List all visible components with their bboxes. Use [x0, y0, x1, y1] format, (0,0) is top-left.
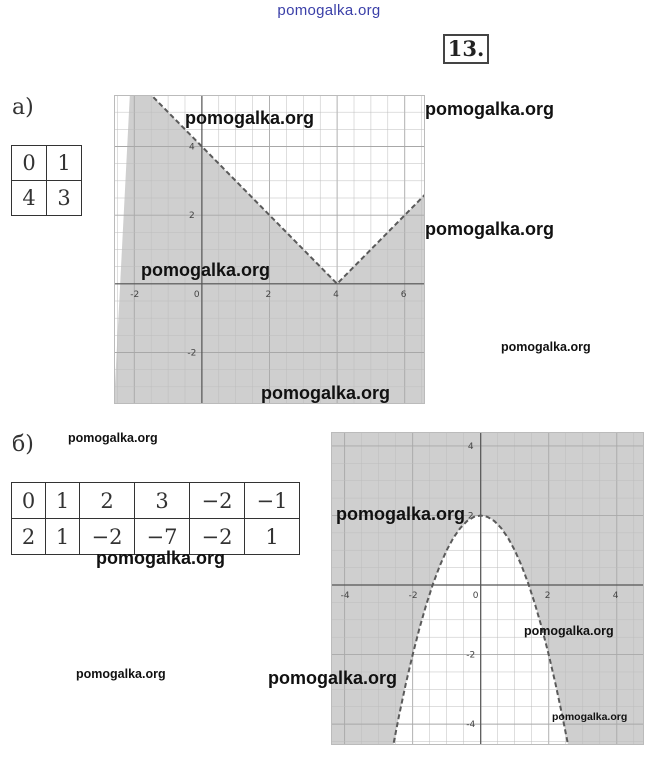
table-cell: −1 — [245, 483, 300, 519]
part-b-graph — [331, 432, 644, 745]
table-cell: 3 — [135, 483, 190, 519]
part-a-label: а) — [12, 95, 34, 120]
watermark: pomogalka.org — [336, 504, 466, 524]
watermark: pomogalka.org — [141, 260, 271, 280]
y-tick-label: -2 — [187, 348, 197, 359]
x-tick-label: 2 — [265, 289, 272, 300]
x-tick-label: -2 — [408, 591, 418, 602]
watermark: pomogalka.org — [261, 383, 391, 403]
x-tick-label: 0 — [193, 289, 200, 300]
watermark: pomogalka.org — [185, 108, 315, 128]
watermark: pomogalka.org — [268, 668, 398, 688]
table-cell: −2 — [80, 519, 135, 555]
table-cell: 1 — [245, 519, 300, 555]
y-tick-label: -2 — [466, 650, 476, 661]
part-b-table — [11, 482, 300, 555]
watermark: pomogalka.org — [425, 99, 555, 119]
x-tick-label: 4 — [333, 289, 339, 300]
table-cell: −2 — [190, 519, 245, 555]
table-cell: 1 — [47, 146, 82, 181]
y-tick-label: 2 — [189, 211, 195, 222]
table-row — [12, 146, 82, 181]
watermark: pomogalka.org — [501, 340, 591, 354]
table-cell: 1 — [46, 519, 80, 555]
part-a-graph — [114, 95, 425, 404]
watermark: pomogalka.org — [524, 624, 614, 638]
table-cell: 2 — [80, 483, 135, 519]
x-tick-label: -2 — [130, 289, 140, 300]
table-cell: −2 — [190, 483, 245, 519]
watermark: pomogalka.org — [552, 711, 628, 723]
y-tick-label: 2 — [467, 511, 474, 522]
x-tick-label: 2 — [544, 591, 551, 602]
table-row — [12, 181, 82, 216]
watermark: pomogalka.org — [76, 667, 166, 681]
table-row — [12, 483, 300, 519]
table-cell: 0 — [12, 146, 47, 181]
x-tick-label: 6 — [400, 289, 407, 300]
table-cell: −7 — [135, 519, 190, 555]
part-b-label: б) — [12, 432, 34, 457]
y-tick-label: -4 — [466, 720, 476, 731]
site-header-link[interactable]: pomogalka.org — [277, 2, 381, 19]
table-cell: 0 — [12, 483, 46, 519]
table-cell: 3 — [47, 181, 82, 216]
problem-number: 13. — [443, 34, 489, 64]
watermark: pomogalka.org — [96, 548, 226, 568]
watermark: pomogalka.org — [425, 219, 555, 239]
y-tick-label: 4 — [467, 441, 474, 452]
x-tick-label: -4 — [340, 591, 350, 602]
x-tick-label: 0 — [472, 591, 479, 602]
table-cell: 2 — [12, 519, 46, 555]
y-tick-label: 4 — [189, 142, 195, 153]
watermark: pomogalka.org — [68, 431, 158, 445]
part-a-table — [11, 145, 82, 216]
x-tick-label: 4 — [612, 591, 619, 602]
table-cell: 1 — [46, 483, 80, 519]
table-cell: 4 — [12, 181, 47, 216]
